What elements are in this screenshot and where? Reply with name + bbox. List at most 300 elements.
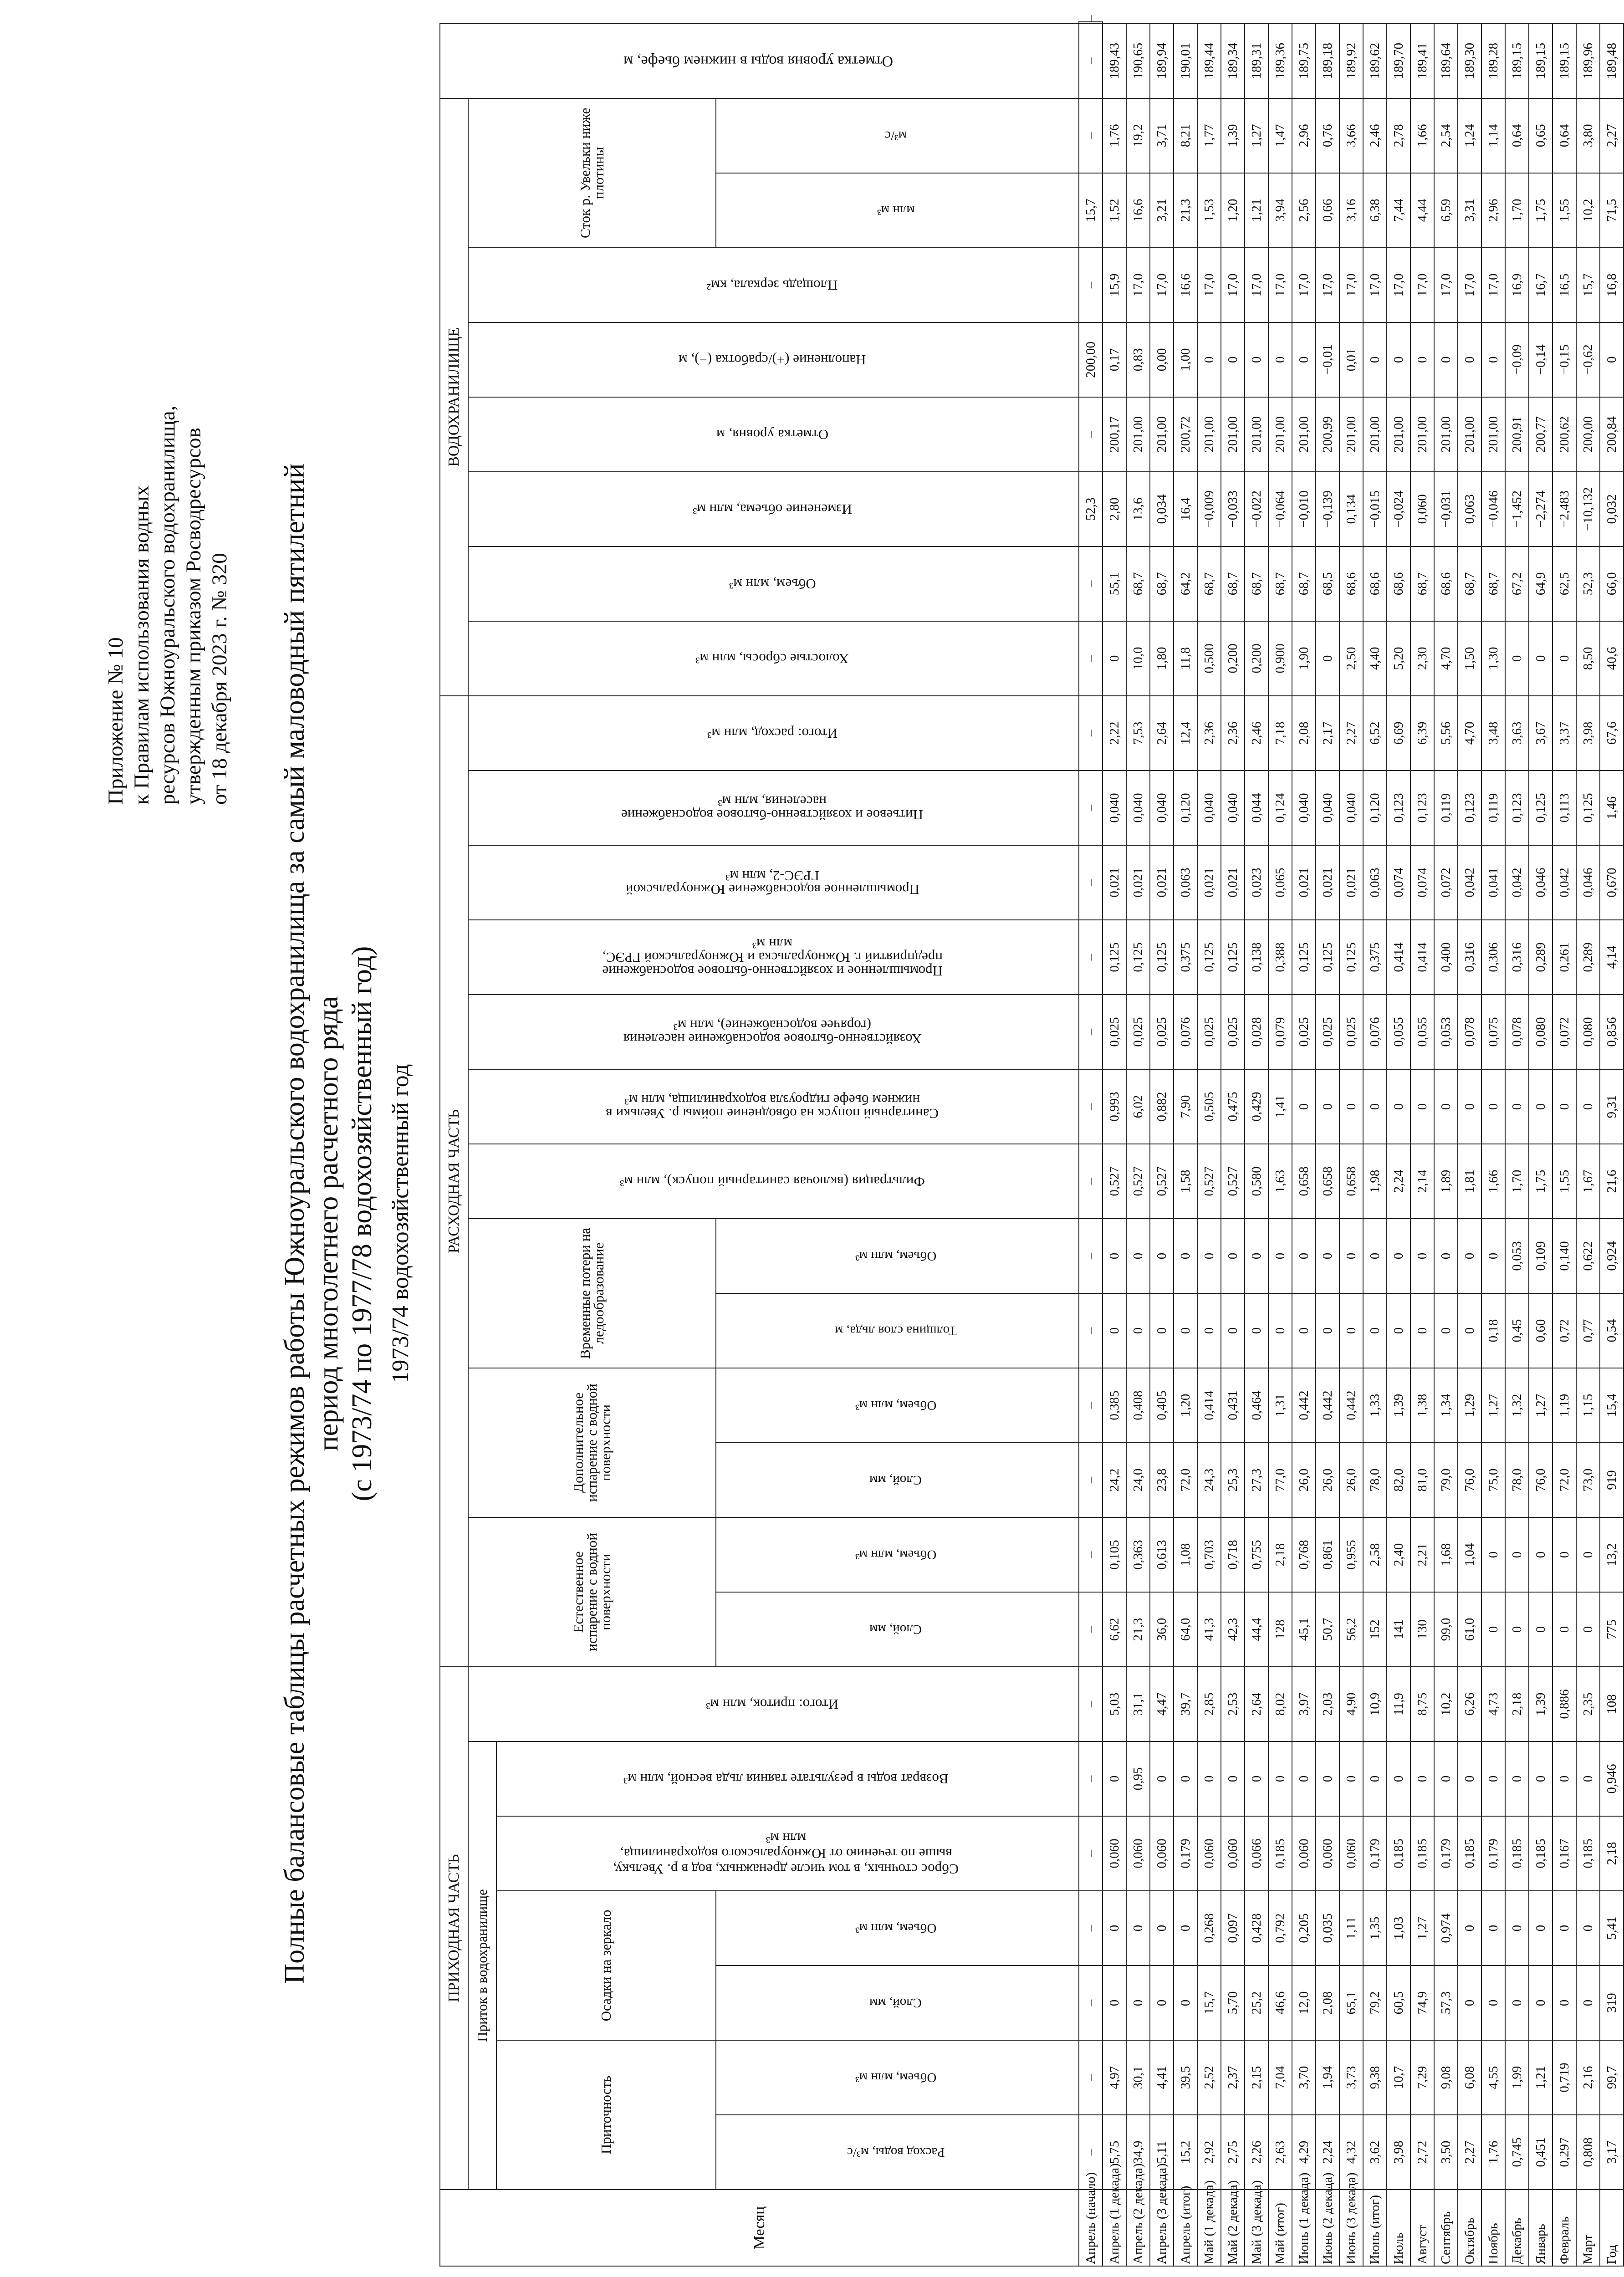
value-cell: 2,52 bbox=[1197, 2040, 1221, 2115]
value-cell: 0,040 bbox=[1316, 771, 1339, 845]
value-cell: 1,34 bbox=[1434, 1368, 1458, 1443]
value-cell: 0,886 bbox=[1553, 1667, 1576, 1741]
value-cell: −0,046 bbox=[1481, 472, 1505, 546]
col-fill: Наполнение (+)/сработка (−), м bbox=[468, 322, 1079, 397]
value-cell: 4,29 bbox=[1292, 2115, 1316, 2190]
value-cell: 0,974 bbox=[1434, 1891, 1458, 1966]
value-cell: 0,063 bbox=[1458, 472, 1481, 546]
value-cell: 0,658 bbox=[1292, 1144, 1316, 1219]
value-cell: 0 bbox=[1481, 1592, 1505, 1667]
month-cell: Ноябрь bbox=[1481, 2190, 1505, 2266]
value-cell: 0,475 bbox=[1221, 1069, 1245, 1144]
value-cell: 2,16 bbox=[1576, 2040, 1600, 2115]
value-cell: 0,17 bbox=[1103, 322, 1126, 397]
value-cell: 16,6 bbox=[1126, 173, 1150, 248]
value-cell: 0,125 bbox=[1339, 920, 1363, 995]
value-cell: 201,00 bbox=[1221, 397, 1245, 472]
value-cell: 0,64 bbox=[1505, 98, 1529, 173]
value-cell: – bbox=[1079, 845, 1103, 920]
value-cell: 0 bbox=[1150, 1219, 1174, 1293]
value-cell: 72,0 bbox=[1553, 1443, 1576, 1517]
value-cell: 0 bbox=[1316, 1219, 1339, 1293]
value-cell: 0,658 bbox=[1339, 1144, 1363, 1219]
table-row bbox=[1339, 22, 1363, 2266]
period-heading: 1973/74 водохозяйственный год bbox=[388, 1064, 414, 1384]
value-cell: 0,053 bbox=[1505, 1219, 1529, 1293]
value-cell: 0 bbox=[1126, 1891, 1150, 1966]
value-cell: 1,53 bbox=[1197, 173, 1221, 248]
value-cell: 17,0 bbox=[1481, 248, 1505, 322]
value-cell: 2,92 bbox=[1197, 2115, 1221, 2190]
value-cell: – bbox=[1079, 621, 1103, 696]
value-cell: 0 bbox=[1103, 1219, 1126, 1293]
table-row bbox=[1505, 22, 1529, 2266]
value-cell: 0,900 bbox=[1268, 621, 1292, 696]
value-cell: 1,75 bbox=[1529, 173, 1553, 248]
value-cell: 6,38 bbox=[1363, 173, 1387, 248]
col-res-volume: Объем, млн м³ bbox=[468, 546, 1079, 621]
value-cell: 15,7 bbox=[1197, 1966, 1221, 2040]
value-cell: 3,16 bbox=[1339, 173, 1363, 248]
value-cell: 1,15 bbox=[1576, 1368, 1600, 1443]
month-cell: Февраль bbox=[1553, 2190, 1576, 2266]
value-cell: 0 bbox=[1245, 1293, 1268, 1368]
value-cell: 6,02 bbox=[1126, 1069, 1150, 1144]
value-cell: 0,075 bbox=[1481, 995, 1505, 1069]
value-cell: 200,72 bbox=[1174, 397, 1197, 472]
value-cell: 0,074 bbox=[1387, 845, 1410, 920]
value-cell: 72,0 bbox=[1174, 1443, 1197, 1517]
value-cell: 0,428 bbox=[1245, 1891, 1268, 1966]
reservoir-section-header: ВОДОХРАНИЛИЩЕ bbox=[440, 98, 468, 696]
value-cell: 0,200 bbox=[1221, 621, 1245, 696]
value-cell: 0,527 bbox=[1126, 1144, 1150, 1219]
value-cell: 68,7 bbox=[1221, 546, 1245, 621]
value-cell: 2,53 bbox=[1221, 1667, 1245, 1741]
value-cell: 2,21 bbox=[1410, 1517, 1434, 1592]
value-cell: 0 bbox=[1174, 1741, 1197, 1816]
value-cell: 0 bbox=[1505, 1592, 1529, 1667]
value-cell: 10,9 bbox=[1363, 1667, 1387, 1741]
value-cell: −0,62 bbox=[1576, 322, 1600, 397]
value-cell: 0,451 bbox=[1529, 2115, 1553, 2190]
value-cell: 0 bbox=[1553, 1966, 1576, 2040]
table-row bbox=[1363, 22, 1387, 2266]
value-cell: 65,1 bbox=[1339, 1966, 1363, 2040]
value-cell: 3,17 bbox=[1600, 2115, 1624, 2190]
value-cell: 0 bbox=[1387, 322, 1410, 397]
value-cell: 0,670 bbox=[1600, 845, 1624, 920]
value-cell: – bbox=[1079, 1741, 1103, 1816]
value-cell: 0,72 bbox=[1553, 1293, 1576, 1368]
title-subline: (с 1973/74 по 1977/78 водохозяйственный год) bbox=[347, 946, 378, 1501]
value-cell: 4,55 bbox=[1481, 2040, 1505, 2115]
value-cell: 1,55 bbox=[1553, 173, 1576, 248]
value-cell: 0 bbox=[1576, 1069, 1600, 1144]
value-cell: 0,078 bbox=[1505, 995, 1529, 1069]
value-cell: 190,65 bbox=[1126, 24, 1150, 98]
value-cell: 1,75 bbox=[1529, 1144, 1553, 1219]
value-cell: 0 bbox=[1576, 1517, 1600, 1592]
value-cell: 2,27 bbox=[1458, 2115, 1481, 2190]
value-cell: 0,040 bbox=[1292, 771, 1316, 845]
value-cell: 0,54 bbox=[1600, 1293, 1624, 1368]
value-cell: 1,89 bbox=[1434, 1144, 1458, 1219]
value-cell: 3,70 bbox=[1292, 2040, 1316, 2115]
value-cell: 0,185 bbox=[1505, 1816, 1529, 1891]
col-tail-level: Отметка уровня воды в нижнем бьефе, м bbox=[440, 24, 1079, 98]
value-cell: 0,388 bbox=[1268, 920, 1292, 995]
value-cell: 0,140 bbox=[1553, 1219, 1576, 1293]
value-cell: 0,185 bbox=[1529, 1816, 1553, 1891]
value-cell: 68,7 bbox=[1245, 546, 1268, 621]
value-cell: 0 bbox=[1103, 1891, 1126, 1966]
value-cell: 0 bbox=[1363, 1219, 1387, 1293]
value-cell: 0 bbox=[1292, 1069, 1316, 1144]
value-cell: 1,39 bbox=[1221, 98, 1245, 173]
value-cell: 201,00 bbox=[1268, 397, 1292, 472]
value-cell: 0 bbox=[1576, 1741, 1600, 1816]
value-cell: 7,04 bbox=[1268, 2040, 1292, 2115]
value-cell: 31,1 bbox=[1126, 1667, 1150, 1741]
value-cell: 919 bbox=[1600, 1443, 1624, 1517]
month-cell: Октябрь bbox=[1458, 2190, 1481, 2266]
value-cell: 27,3 bbox=[1245, 1443, 1268, 1517]
value-cell: 0 bbox=[1410, 322, 1434, 397]
value-cell: 0 bbox=[1221, 322, 1245, 397]
value-cell: 0,185 bbox=[1576, 1816, 1600, 1891]
value-cell: 2,15 bbox=[1245, 2040, 1268, 2115]
value-cell: 201,00 bbox=[1150, 397, 1174, 472]
value-cell: 0,025 bbox=[1103, 995, 1126, 1069]
value-cell: – bbox=[1079, 2040, 1103, 2115]
value-cell: 17,0 bbox=[1434, 248, 1458, 322]
value-cell: 0,268 bbox=[1197, 1891, 1221, 1966]
value-cell: 0 bbox=[1316, 1293, 1339, 1368]
value-cell: 0 bbox=[1150, 1966, 1174, 2040]
value-cell: 189,94 bbox=[1150, 24, 1174, 98]
value-cell: 141 bbox=[1387, 1592, 1410, 1667]
value-cell: 0,179 bbox=[1174, 1816, 1197, 1891]
value-cell: 0,703 bbox=[1197, 1517, 1221, 1592]
value-cell: 2,26 bbox=[1245, 2115, 1268, 2190]
value-cell: 3,50 bbox=[1434, 2115, 1458, 2190]
value-cell: 3,97 bbox=[1292, 1667, 1316, 1741]
value-cell: 189,31 bbox=[1245, 24, 1268, 98]
value-cell: 1,29 bbox=[1458, 1368, 1481, 1443]
value-cell: 2,24 bbox=[1387, 1144, 1410, 1219]
col-industrial-city: Промышленное и хозяйственно-бытовое водоснабжение предприятий г. Южноуральска и Южноуральской ГРЭС, млн м³ bbox=[468, 920, 1079, 995]
value-cell: 1,32 bbox=[1505, 1368, 1529, 1443]
value-cell: 319 bbox=[1600, 1966, 1624, 2040]
value-cell: −0,09 bbox=[1505, 322, 1529, 397]
value-cell: 0,035 bbox=[1316, 1891, 1339, 1966]
value-cell: 0,076 bbox=[1363, 995, 1387, 1069]
value-cell: 42,3 bbox=[1221, 1592, 1245, 1667]
month-cell: Июнь (2 декада) bbox=[1316, 2190, 1339, 2266]
month-cell: Май (2 декада) bbox=[1221, 2190, 1245, 2266]
value-cell: −0,01 bbox=[1316, 322, 1339, 397]
value-cell: 1,03 bbox=[1387, 1891, 1410, 1966]
value-cell: 0,125 bbox=[1126, 920, 1150, 995]
value-cell: 1,94 bbox=[1316, 2040, 1339, 2115]
value-cell: 0,060 bbox=[1339, 1816, 1363, 1891]
value-cell: 0,119 bbox=[1434, 771, 1458, 845]
value-cell: 0 bbox=[1434, 1741, 1458, 1816]
value-cell: 2,40 bbox=[1387, 1517, 1410, 1592]
value-cell: 0,77 bbox=[1576, 1293, 1600, 1368]
value-cell: 0,042 bbox=[1553, 845, 1576, 920]
value-cell: 0 bbox=[1553, 1592, 1576, 1667]
value-cell: 4,44 bbox=[1410, 173, 1434, 248]
value-cell: 0,046 bbox=[1576, 845, 1600, 920]
value-cell: 6,08 bbox=[1458, 2040, 1481, 2115]
value-cell: 0,64 bbox=[1553, 98, 1576, 173]
value-cell: – bbox=[1079, 1219, 1103, 1293]
table-row bbox=[1600, 22, 1624, 2266]
table-row bbox=[1126, 22, 1150, 2266]
value-cell: 12,0 bbox=[1292, 1966, 1316, 2040]
value-cell: 4,70 bbox=[1458, 696, 1481, 771]
value-cell: 0 bbox=[1529, 1517, 1553, 1592]
value-cell: 1,63 bbox=[1268, 1144, 1292, 1219]
value-cell: 108 bbox=[1600, 1667, 1624, 1741]
value-cell: 0 bbox=[1103, 1741, 1126, 1816]
value-cell: 201,00 bbox=[1197, 397, 1221, 472]
value-cell: 4,14 bbox=[1600, 920, 1624, 995]
col-uvelka-m3s: м³/с bbox=[716, 98, 1079, 173]
value-cell: 200,77 bbox=[1529, 397, 1553, 472]
value-cell: 3,62 bbox=[1363, 2115, 1387, 2190]
value-cell: 4,90 bbox=[1339, 1667, 1363, 1741]
value-cell: 10,2 bbox=[1434, 1667, 1458, 1741]
value-cell: 0,179 bbox=[1481, 1816, 1505, 1891]
value-cell: 152 bbox=[1363, 1592, 1387, 1667]
value-cell: 201,00 bbox=[1339, 397, 1363, 472]
value-cell: 17,0 bbox=[1387, 248, 1410, 322]
value-cell: 2,75 bbox=[1221, 2115, 1245, 2190]
value-cell: 3,94 bbox=[1268, 173, 1292, 248]
value-cell: 189,96 bbox=[1576, 24, 1600, 98]
value-cell: 1,20 bbox=[1174, 1368, 1197, 1443]
value-cell: 52,3 bbox=[1079, 472, 1103, 546]
value-cell: 0 bbox=[1481, 1069, 1505, 1144]
value-cell: 0,792 bbox=[1268, 1891, 1292, 1966]
value-cell: 0 bbox=[1316, 1069, 1339, 1144]
col-discharge: Сброс сточных, в том числе дренажных, вод в р. Увельку, выше по течению от Южноуральского водохранилища, млн м³ bbox=[496, 1816, 1079, 1891]
value-cell: 2,54 bbox=[1434, 98, 1458, 173]
value-cell: 1,80 bbox=[1150, 621, 1174, 696]
value-cell: – bbox=[1079, 1144, 1103, 1219]
value-cell: 0 bbox=[1197, 1293, 1221, 1368]
value-cell: 0 bbox=[1174, 1966, 1197, 2040]
value-cell: 2,30 bbox=[1410, 621, 1434, 696]
value-cell: 775 bbox=[1600, 1592, 1624, 1667]
value-cell: 2,72 bbox=[1410, 2115, 1434, 2190]
value-cell: 1,21 bbox=[1529, 2040, 1553, 2115]
balance-table bbox=[439, 15, 1624, 2267]
value-cell: – bbox=[1079, 696, 1103, 771]
value-cell: 0 bbox=[1292, 1741, 1316, 1816]
value-cell: 73,0 bbox=[1576, 1443, 1600, 1517]
value-cell: 189,28 bbox=[1481, 24, 1505, 98]
month-cell: Апрель (итог) bbox=[1174, 2190, 1197, 2266]
value-cell: 0,580 bbox=[1245, 1144, 1268, 1219]
value-cell: 0,097 bbox=[1221, 1891, 1245, 1966]
value-cell: 0,021 bbox=[1316, 845, 1339, 920]
value-cell: 0 bbox=[1387, 1741, 1410, 1816]
col-total-outflow: Итого: расход, млн м³ bbox=[468, 696, 1079, 771]
value-cell: – bbox=[1079, 2115, 1103, 2190]
value-cell: 0,414 bbox=[1197, 1368, 1221, 1443]
value-cell: 0,138 bbox=[1245, 920, 1268, 995]
value-cell: 0,745 bbox=[1505, 2115, 1529, 2190]
value-cell: 1,46 bbox=[1600, 771, 1624, 845]
value-cell: 1,39 bbox=[1529, 1667, 1553, 1741]
value-cell: 0,205 bbox=[1292, 1891, 1316, 1966]
table-row bbox=[1245, 22, 1268, 2266]
value-cell: −0,024 bbox=[1387, 472, 1410, 546]
value-cell: 3,21 bbox=[1150, 173, 1174, 248]
title-line: Полные балансовые таблицы расчетных режимов работы Южноуральского водохранилища за самый маловодный пятилетний период многолетнего расчетного ряда bbox=[279, 463, 344, 1984]
value-cell: 0 bbox=[1245, 1219, 1268, 1293]
value-cell: – bbox=[1079, 1293, 1103, 1368]
col-ice-return: Возврат воды в результате таяния льда весной, млн м³ bbox=[496, 1741, 1079, 1816]
value-cell: 0,375 bbox=[1363, 920, 1387, 995]
value-cell: 4,32 bbox=[1339, 2115, 1363, 2190]
inflow-group-header: Приток в водохранилище bbox=[468, 1741, 496, 2190]
value-cell: 45,1 bbox=[1292, 1592, 1316, 1667]
value-cell: 6,26 bbox=[1458, 1667, 1481, 1741]
value-cell: 16,6 bbox=[1174, 248, 1197, 322]
value-cell: 0 bbox=[1387, 1219, 1410, 1293]
value-cell: 1,58 bbox=[1174, 1144, 1197, 1219]
value-cell: 0,408 bbox=[1126, 1368, 1150, 1443]
value-cell: 0,405 bbox=[1150, 1368, 1174, 1443]
value-cell: 0,125 bbox=[1103, 920, 1126, 995]
value-cell: 0 bbox=[1553, 1741, 1576, 1816]
value-cell: 1,98 bbox=[1363, 1144, 1387, 1219]
value-cell: 0,924 bbox=[1600, 1219, 1624, 1293]
value-cell: 50,7 bbox=[1316, 1592, 1339, 1667]
value-cell: 5,75 bbox=[1103, 2115, 1126, 2190]
value-cell: 0,042 bbox=[1458, 845, 1481, 920]
value-cell: 0,046 bbox=[1529, 845, 1553, 920]
month-cell: Июнь (3 декада) bbox=[1339, 2190, 1363, 2266]
value-cell: 0 bbox=[1268, 1219, 1292, 1293]
value-cell: 0,658 bbox=[1316, 1144, 1339, 1219]
value-cell: 0 bbox=[1126, 1219, 1150, 1293]
value-cell: 4,47 bbox=[1150, 1667, 1174, 1741]
value-cell: 23,8 bbox=[1150, 1443, 1174, 1517]
value-cell: 57,3 bbox=[1434, 1966, 1458, 2040]
value-cell: 0 bbox=[1458, 1293, 1481, 1368]
value-cell: 1,77 bbox=[1197, 98, 1221, 173]
value-cell: 68,6 bbox=[1339, 546, 1363, 621]
value-cell: 3,67 bbox=[1529, 696, 1553, 771]
value-cell: 0,060 bbox=[1410, 472, 1434, 546]
value-cell: 0,079 bbox=[1268, 995, 1292, 1069]
value-cell: 2,17 bbox=[1316, 696, 1339, 771]
value-cell: 2,80 bbox=[1103, 472, 1126, 546]
value-cell: 5,41 bbox=[1600, 1891, 1624, 1966]
value-cell: 0,072 bbox=[1553, 995, 1576, 1069]
table-row bbox=[1103, 22, 1126, 2266]
col-level-mark: Отметка уровня, м bbox=[468, 397, 1079, 472]
value-cell: – bbox=[1079, 771, 1103, 845]
month-cell: Август bbox=[1410, 2190, 1434, 2266]
value-cell: 30,1 bbox=[1126, 2040, 1150, 2115]
value-cell: 3,66 bbox=[1339, 98, 1363, 173]
value-cell: 17,0 bbox=[1268, 248, 1292, 322]
value-cell: 68,6 bbox=[1434, 546, 1458, 621]
value-cell: 189,62 bbox=[1363, 24, 1387, 98]
value-cell: – bbox=[1079, 24, 1103, 98]
value-cell: 17,0 bbox=[1363, 248, 1387, 322]
col-nat-evap-layer: Слой, мм bbox=[716, 1592, 1079, 1667]
value-cell: 9,38 bbox=[1363, 2040, 1387, 2115]
value-cell: 0 bbox=[1221, 1219, 1245, 1293]
value-cell: 0,125 bbox=[1576, 771, 1600, 845]
value-cell: 64,2 bbox=[1174, 546, 1197, 621]
value-cell: 16,9 bbox=[1505, 248, 1529, 322]
month-cell: Июль bbox=[1387, 2190, 1410, 2266]
month-cell: Апрель (3 декада) bbox=[1150, 2190, 1174, 2266]
value-cell: 201,00 bbox=[1434, 397, 1458, 472]
value-cell: 9,31 bbox=[1600, 1069, 1624, 1144]
value-cell: 19,2 bbox=[1126, 98, 1150, 173]
value-cell: 68,7 bbox=[1410, 546, 1434, 621]
value-cell: 10,2 bbox=[1576, 173, 1600, 248]
month-cell: Сентябрь bbox=[1434, 2190, 1458, 2266]
value-cell: 78,0 bbox=[1505, 1443, 1529, 1517]
value-cell: 2,08 bbox=[1292, 696, 1316, 771]
value-cell: 17,0 bbox=[1292, 248, 1316, 322]
value-cell: 67,2 bbox=[1505, 546, 1529, 621]
appendix-line: от 18 декабря 2023 г. № 320 bbox=[208, 553, 231, 805]
value-cell: 2,18 bbox=[1505, 1667, 1529, 1741]
value-cell: 0 bbox=[1576, 1966, 1600, 2040]
value-cell: 0,044 bbox=[1245, 771, 1268, 845]
value-cell: 0,01 bbox=[1339, 322, 1363, 397]
value-cell: 79,0 bbox=[1434, 1443, 1458, 1517]
value-cell: 0,414 bbox=[1410, 920, 1434, 995]
value-cell: 1,27 bbox=[1529, 1368, 1553, 1443]
value-cell: 17,0 bbox=[1245, 248, 1268, 322]
value-cell: 0 bbox=[1103, 621, 1126, 696]
value-cell: 10,7 bbox=[1387, 2040, 1410, 2115]
value-cell: 0 bbox=[1505, 1966, 1529, 2040]
value-cell: 0,060 bbox=[1197, 1816, 1221, 1891]
value-cell: 2,56 bbox=[1292, 173, 1316, 248]
value-cell: 7,29 bbox=[1410, 2040, 1434, 2115]
value-cell: 0,066 bbox=[1245, 1816, 1268, 1891]
col-idle-release: Холостые сбросы, млн м³ bbox=[468, 621, 1079, 696]
value-cell: 2,46 bbox=[1245, 696, 1268, 771]
value-cell: 0 bbox=[1434, 1069, 1458, 1144]
col-industrial-gres2: Промышленное водоснабжение Южноуральской ГРЭС-2, млн м³ bbox=[468, 845, 1079, 920]
value-cell: 0,109 bbox=[1529, 1219, 1553, 1293]
value-cell: 3,37 bbox=[1553, 696, 1576, 771]
value-cell: −0,139 bbox=[1316, 472, 1339, 546]
value-cell: 0,080 bbox=[1529, 995, 1553, 1069]
value-cell: 0 bbox=[1363, 322, 1387, 397]
value-cell: 39,7 bbox=[1174, 1667, 1197, 1741]
value-cell: 0,021 bbox=[1150, 845, 1174, 920]
value-cell: −0,14 bbox=[1529, 322, 1553, 397]
table-row bbox=[1079, 22, 1103, 2266]
value-cell: 200,62 bbox=[1553, 397, 1576, 472]
